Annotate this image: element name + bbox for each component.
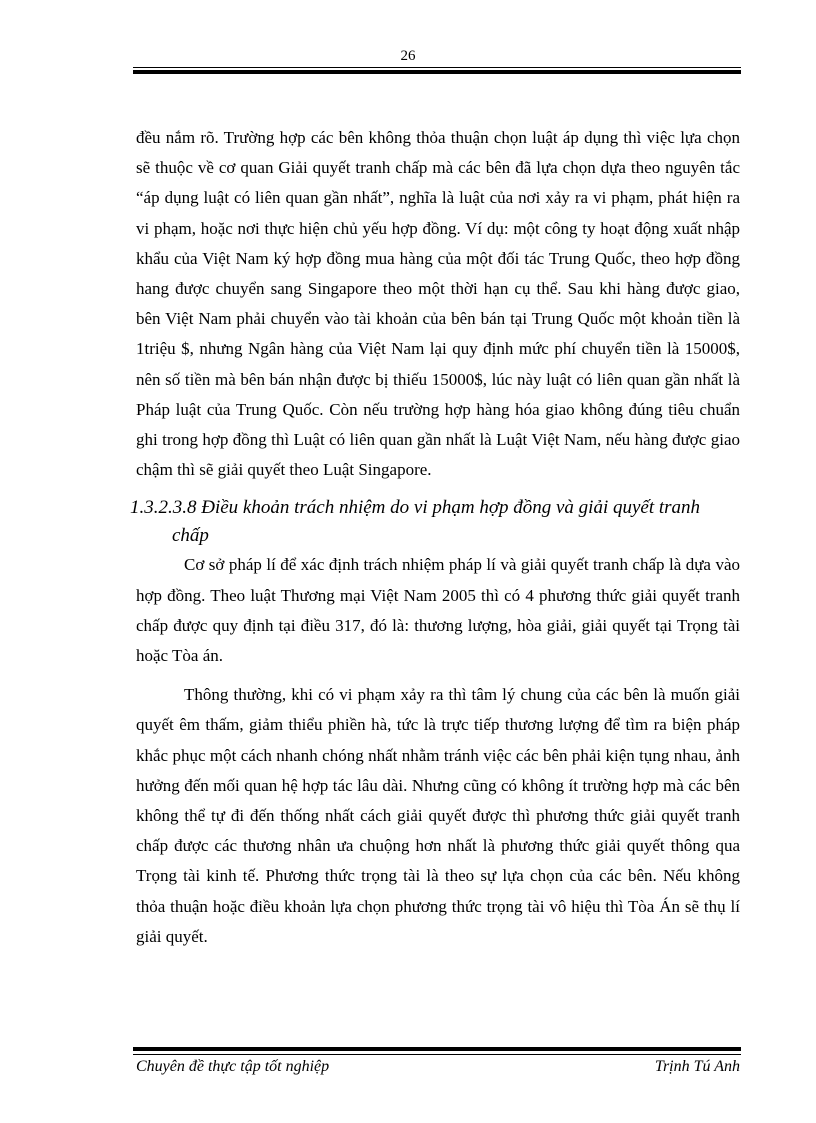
header-rule-thin [133,67,741,68]
footer-author: Trịnh Tú Anh [654,1058,740,1075]
footer-rule-thick [133,1047,741,1051]
paragraph-dispute-resolution: Thông thường, khi có vi phạm xảy ra thì tâm lý chung của các bên là muốn giải quyết êm thấm, giảm thiểu phiền hà, tức là trực tiếp thương lượng để tìm ra biện pháp khắc phục một cách nhanh chóng nhất nhằm tránh việc các bên phải kiện tụng nhau, ảnh hưởng đến mối quan hệ hợp tác lâu dài. Nhưng cũng có không ít trường hợp mà các bên không thể tự đi đến thống nhất cách giải quyết được thì phương thức giải quyết tranh chấp được các thương nhân ưa chuộng hơn nhất là phương thức giải quyết thông qua Trọng tài kinh tế. Phương thức trọng tài là theo sự lựa chọn của các bên. Nếu không thỏa thuận hoặc điều khoản lựa chọn phương thức trọng tài vô hiệu thì Tòa Án sẽ thụ lí giải quyết. [136,685,740,946]
footer-title: Chuyên đề thực tập tốt nghiệp [136,1058,330,1075]
footer-rule-thin [133,1054,741,1055]
paragraph-legal-basis: Cơ sở pháp lí để xác định trách nhiệm pháp lí và giải quyết tranh chấp là dựa vào hợp đồng. Theo luật Thương mại Việt Nam 2005 thì có 4 phương thức giải quyết tranh chấp được quy định tại điều 317, đó là: thương lượng, hòa giải, giải quyết tại Trọng tài hoặc Tòa án. [136,555,740,666]
paragraph-continuation: đều nắm rõ. Trường hợp các bên không thỏa thuận chọn luật áp dụng thì việc lựa chọn sẽ thuộc về cơ quan Giải quyết tranh chấp mà các bên đã lựa chọn dựa theo nguyên tắc “áp dụng luật có liên quan gần nhất”, nghĩa là luật của nơi xảy ra vi phạm, phát hiện ra vi phạm, hoặc nơi thực hiện chủ yếu hợp đồng. Ví dụ: một công ty hoạt động xuất nhập khẩu của Việt Nam ký hợp đồng mua hàng của một đối tác Trung Quốc, theo hợp đồng hang được chuyển sang Singapore theo một thời hạn cụ thể. Sau khi hàng được giao, bên Việt Nam phải chuyển vào tài khoản của bên bán tại Trung Quốc một khoản tiền là 1triệu $, nhưng Ngân hàng của Việt Nam lại quy định mức phí chuyển tiền là 15000$, nên số tiền mà bên bán nhận được bị thiếu 15000$, lúc này luật có liên quan gần nhất là Pháp luật của Trung Quốc. Còn nếu trường hợp hàng hóa giao không đúng tiêu chuẩn ghi trong hợp đồng thì Luật có liên quan gần nhất là Luật Việt Nam, nếu hàng được giao chậm thì sẽ giải quyết theo Luật Singapore. [136,128,740,480]
page-body [130,123,740,952]
header-rule-thick [133,70,741,74]
page-footer [136,1058,740,1076]
section-heading: 1.3.2.3.8 Điều khoản trách nhiệm do vi phạm hợp đồng và giải quyết tranh chấp [130,497,701,547]
page-number: 26 [400,48,416,64]
